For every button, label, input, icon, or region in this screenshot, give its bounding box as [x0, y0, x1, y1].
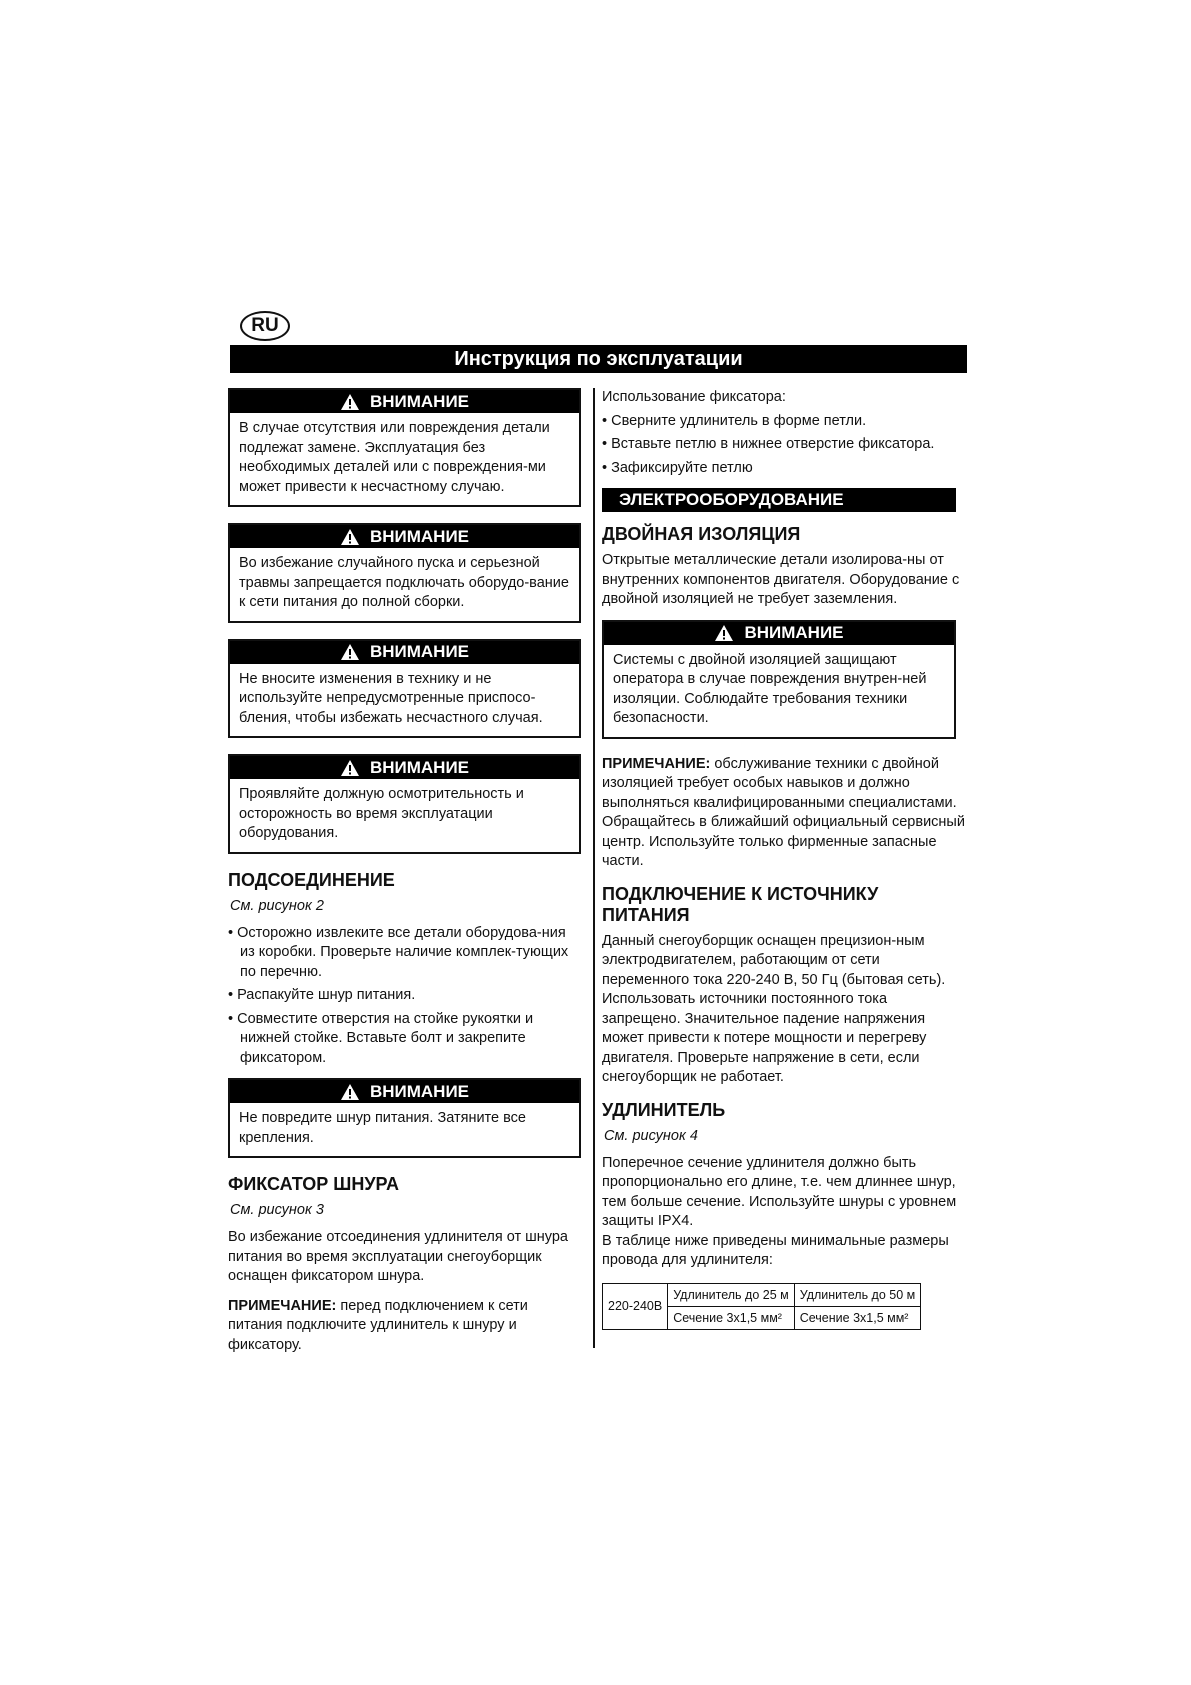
power-text: Данный снегоуборщик оснащен прецизион-ным электродвигателем, работающим от сети переменного тока 220-240 В, 50 Гц (бытовая сеть). Использовать источники постоянного тока запрещено. Значительное падение напряжения может привести к потере мощности и перегреву двигателя. Проверьте напряжение в сети, если снегоуборщик не работает. — [602, 932, 946, 1085]
list-item: • Вставьте петлю в нижнее отверстие фиксатора. — [602, 435, 965, 455]
list-item: • Осторожно извлеките все детали оборудова-ния из коробки. Проверьте наличие комплек-тующих по перечню. — [228, 924, 581, 983]
section-bar-electrical: ЭЛЕКТРООБОРУДОВАНИЕ — [602, 488, 956, 512]
insulation-heading: ДВОЙНАЯ ИЗОЛЯЦИЯ — [602, 524, 801, 544]
insulation-text: Открытые металлические детали изолирова-ны от внутренних компонентов двигателя. Оборудование с двойной изоляцией не требует заземления. — [602, 552, 960, 607]
warning-triangle-icon — [340, 393, 360, 411]
list-item: • Зафиксируйте петлю — [602, 459, 965, 479]
warning-triangle-icon — [340, 759, 360, 777]
warning-text: Во избежание случайного пуска и серьезной травмы запрещается подключать оборудо-вание к сети питания до полной сборки. — [239, 555, 569, 610]
connection-heading: ПОДСОЕДИНЕНИЕ — [228, 869, 395, 890]
warning-triangle-icon — [340, 643, 360, 661]
connection-list — [228, 924, 581, 1069]
warning-header — [230, 756, 579, 779]
cord-lock-heading: ФИКСАТОР ШНУРА — [228, 1174, 399, 1194]
page-title: Инструкция по эксплуатации — [230, 345, 967, 373]
warning-box — [228, 639, 581, 739]
warning-label: ВНИМАНИЕ — [369, 391, 470, 411]
warning-box — [228, 388, 581, 507]
warning-box — [228, 754, 581, 854]
warning-header — [230, 390, 579, 413]
note-label: ПРИМЕЧАНИЕ: — [228, 1297, 337, 1314]
warning-header — [230, 1080, 579, 1103]
note-text: обслуживание техники с двойной изоляцией требует особых навыков и должно выполняться квалифицированными специалистами. Обращайтесь в ближайший официальный сервисный центр. Используйте только фирменные запасные части. — [602, 755, 965, 869]
extension-heading: УДЛИНИТЕЛЬ — [602, 1099, 726, 1120]
warning-header — [604, 622, 954, 645]
warning-triangle-icon — [340, 1083, 360, 1101]
power-heading: ПОДКЛЮЧЕНИЕ К ИСТОЧНИКУ ПИТАНИЯ — [602, 883, 879, 925]
usage-title: Использование фиксатора: — [602, 389, 786, 405]
warning-header — [230, 641, 579, 664]
note-text: перед подключением к сети питания подключите удлинитель к шнуру и фиксатору. — [228, 1297, 528, 1353]
warning-text: Не вносите изменения в технику и не используйте непредусмотренные приспосо-бления, чтобы избежать несчастного случая. — [239, 670, 543, 726]
warning-label: ВНИМАНИЕ — [369, 642, 470, 661]
warning-label: ВНИМАНИЕ — [369, 526, 470, 546]
warning-label: ВНИМАНИЕ — [369, 1081, 470, 1101]
figure-reference: См. рисунок 2 — [230, 897, 324, 914]
table-cell: Удлинитель до 50 м — [794, 1283, 921, 1306]
service-note — [602, 755, 965, 872]
list-item: • Совместите отверстия на стойке рукоятки и нижней стойке. Вставьте болт и закрепите фиксатором. — [228, 1010, 581, 1069]
warning-text: Системы с двойной изоляцией защищают оператора в случае повреждения внутрен-ней изоляции. Соблюдайте требования техники безопасности. — [613, 651, 927, 726]
extension-text-2: В таблице ниже приведены минимальные размеры провода для удлинителя: — [602, 1232, 949, 1268]
note-label: ПРИМЕЧАНИЕ: — [602, 755, 711, 772]
left-column — [228, 388, 581, 1365]
table-cell: Сечение 3х1,5 мм² — [794, 1306, 921, 1329]
warning-header — [230, 525, 579, 548]
warning-triangle-icon — [340, 528, 360, 546]
figure-reference: См. рисунок 3 — [230, 1202, 324, 1218]
column-divider — [593, 388, 595, 1348]
table-row — [603, 1283, 921, 1306]
warning-text: Проявляйте должную осмотрительность и осторожность во время эксплуатации оборудования. — [239, 786, 524, 841]
cord-lock-text: Во избежание отсоединения удлинителя от шнура питания во время эксплуатации снегоуборщик оснащен фиксатором шнура. — [228, 1229, 568, 1284]
figure-reference: См. рисунок 4 — [604, 1127, 698, 1144]
table-cell: Удлинитель до 25 м — [668, 1283, 795, 1306]
warning-box — [602, 620, 956, 739]
right-column — [602, 388, 965, 1330]
list-item: • Сверните удлинитель в форме петли. — [602, 412, 965, 432]
warning-box — [228, 1078, 581, 1158]
list-item: • Распакуйте шнур питания. — [228, 986, 581, 1006]
table-cell-voltage: 220-240В — [603, 1283, 668, 1329]
warning-triangle-icon — [714, 624, 734, 642]
table-cell: Сечение 3х1,5 мм² — [668, 1306, 795, 1329]
usage-list — [602, 412, 965, 479]
warning-text: Не повредите шнур питания. Затяните все крепления. — [239, 1110, 526, 1146]
extension-table — [602, 1283, 921, 1330]
warning-label: ВНИМАНИЕ — [744, 623, 844, 642]
warning-text: В случае отсутствия или повреждения детали подлежат замене. Эксплуатация без необходимых деталей или с повреждения-ми может привести к несчастному случаю. — [239, 420, 550, 495]
warning-label: ВНИМАНИЕ — [369, 757, 470, 777]
extension-text: Поперечное сечение удлинителя должно быть пропорционально его длине, т.е. чем длиннее шнур, тем больше сечение. Используйте шнуры с уровнем защиты IPX4. — [602, 1154, 957, 1229]
warning-box — [228, 523, 581, 623]
language-badge: RU — [240, 311, 290, 341]
cord-lock-note — [228, 1297, 581, 1356]
